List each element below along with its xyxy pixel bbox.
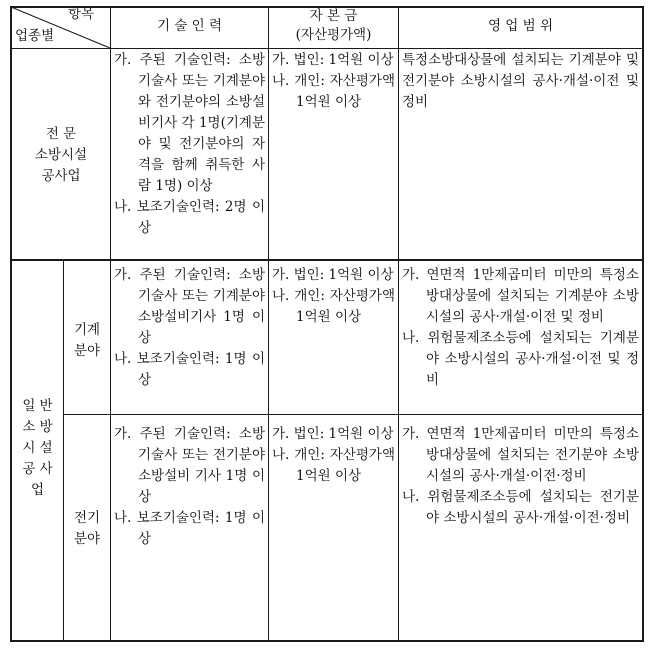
specialized-capital xyxy=(272,50,395,113)
list-item: 나. 위험물제조소등에 설치되는 전기분야 소방시설의 공사·개설·이전·정비 xyxy=(402,489,639,526)
list-item: 나. 위험물제조소등에 설치되는 기계분야 소방시설의 공사·개설·이전 및 정비 xyxy=(402,330,639,388)
specialized-name: 전 문 소방시설 공사업 xyxy=(34,126,88,184)
list-item: 나. 개인: 자산평가액 1억원 이상 xyxy=(272,73,395,110)
list-item: 가. 법인: 1억원 이상 xyxy=(272,52,394,68)
list-item: 가. 법인: 1억원 이상 xyxy=(272,426,394,442)
list-item: 나. 개인: 자산평가액 1억원 이상 xyxy=(272,288,395,325)
list-item: 가. 주된 기술인력: 소방기술사 또는 기계분야와 전기분야의 소방설비기사 각 1명(기계분야 및 전기분야의 자격을 함께 취득한 사람 1명) 이상 xyxy=(114,52,265,194)
list-item: 나. 개인: 자산평가액 1억원 이상 xyxy=(272,447,395,484)
list-item: 나. 보조기술인력: 1명 이상 xyxy=(114,351,265,388)
list-item: 가. 연면적 1만제곱미터 미만의 특정소방대상물에 설치되는 기계분야 소방시설의 공사·개설·이전 및 정비 xyxy=(402,267,639,325)
electrical-tech xyxy=(114,424,265,550)
header-tech: 기 술 인 력 xyxy=(156,18,223,34)
header-capital-2: (자산평가액) xyxy=(295,27,372,43)
header-capital-1: 자 본 금 xyxy=(309,8,358,24)
corner-bottom-label: 업종별 xyxy=(15,28,55,44)
list-item: 가. 주된 기술인력: 소방기술사 또는 기계분야 소방설비기사 1명 이상 xyxy=(114,267,265,346)
list-item: 가. 법인: 1억원 이상 xyxy=(272,267,394,283)
list-item: 가. 주된 기술인력: 소방기술사 또는 전기분야 소방설비 기사 1명 이상 xyxy=(114,426,265,505)
general-name: 일 반 소 방 시 설 공 사 업 xyxy=(22,398,53,498)
specialized-tech xyxy=(114,50,265,239)
electrical-name: 전기 분야 xyxy=(73,510,101,547)
mechanical-capital xyxy=(272,265,395,328)
list-item: 가. 연면적 1만제곱미터 미만의 특정소방대상물에 설치되는 전기분야 소방시설의 공사·개설·이전·정비 xyxy=(402,426,639,484)
list-item: 나. 보조기술인력: 1명 이상 xyxy=(114,510,265,547)
specialized-scope: 특정소방대상물에 설치되는 기계분야 및 전기분야 소방시설의 공사·개설·이전 및 정비 xyxy=(402,52,639,110)
list-item: 나. 보조기술인력: 2명 이상 xyxy=(114,199,265,236)
mechanical-scope xyxy=(402,265,639,391)
header-scope: 영 업 범 위 xyxy=(487,18,554,34)
corner-top-label: 항목 xyxy=(68,6,95,22)
electrical-scope xyxy=(402,424,639,529)
mechanical-name: 기계 분야 xyxy=(73,322,101,359)
mechanical-tech xyxy=(114,265,265,391)
electrical-capital xyxy=(272,424,395,487)
